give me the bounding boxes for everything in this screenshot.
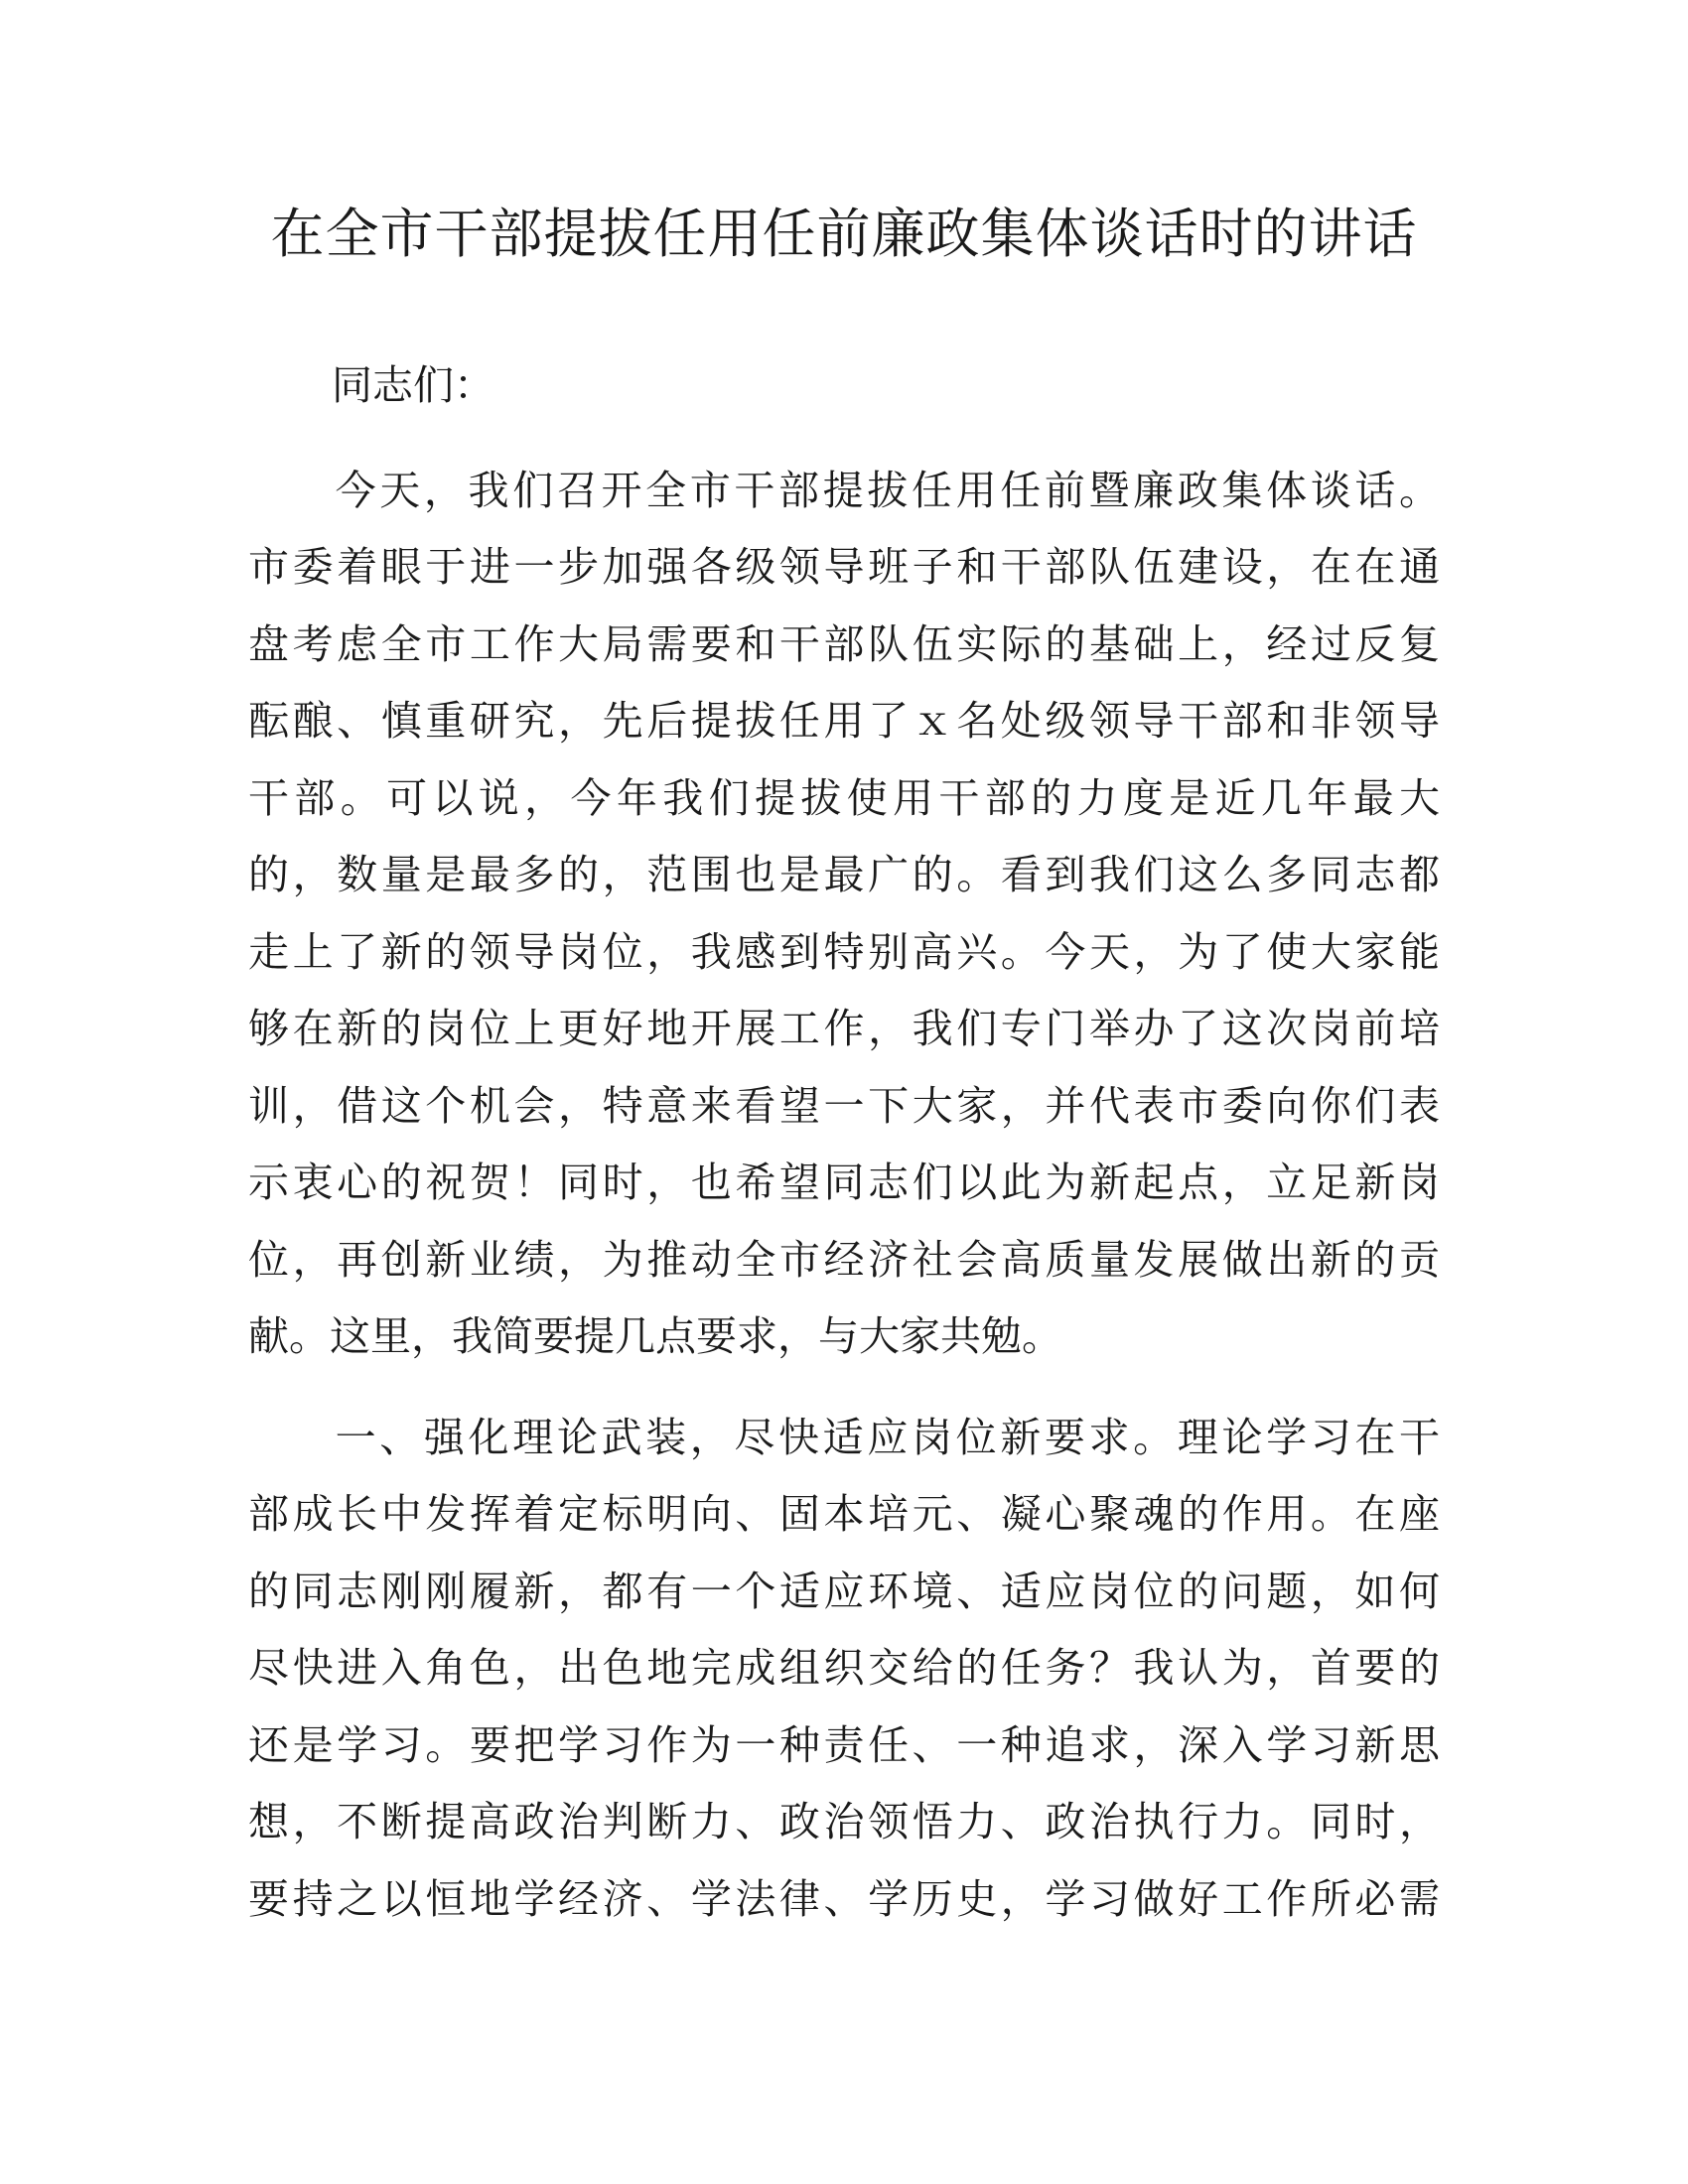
paragraph-1 (248, 453, 1440, 1376)
paragraph-line: 要持之以恒地学经济、学法律、学历史，学习做好工作所必需 (248, 1874, 1440, 1923)
paragraph-line: 训，借这个机会，特意来看望一下大家，并代表市委向你们表 (248, 1081, 1440, 1130)
salutation (248, 347, 1440, 425)
paragraph-line: 想，不断提高政治判断力、政治领悟力、政治执行力。同时， (248, 1798, 1440, 1845)
paragraph-line: 干部。可以说，今年我们提拔使用干部的力度是近几年最大 (248, 773, 1440, 822)
paragraph-line: 的同志刚刚履新，都有一个适应环境、适应岗位的问题，如何 (248, 1567, 1440, 1615)
paragraph-line: 走上了新的领导岗位，我感到特别高兴。今天，为了使大家能 (248, 927, 1440, 976)
paragraph-line: 够在新的岗位上更好地开展工作，我们专门举办了这次岗前培 (248, 1005, 1440, 1052)
paragraph-line: 示衷心的祝贺！同时，也希望同志们以此为新起点，立足新岗 (248, 1159, 1440, 1206)
salutation-text: 同志们： (332, 361, 494, 409)
document-title: 在全市干部提拔任用任前廉政集体谈话时的讲话 (270, 203, 1418, 265)
paragraph-2 (248, 1400, 1440, 1939)
paragraph-line: 还是学习。要把学习作为一种责任、一种追求，深入学习新思 (248, 1720, 1440, 1769)
paragraph-line: 酝酿、慎重研究，先后提拔任用了ｘ名处级领导干部和非领导 (248, 697, 1440, 745)
paragraph-line: 一、强化理论武装，尽快适应岗位新要求。理论学习在干 (332, 1413, 1440, 1461)
paragraph-line: 盘考虑全市工作大局需要和干部队伍实际的基础上，经过反复 (248, 619, 1440, 668)
paragraph-line: 部成长中发挥着定标明向、固本培元、凝心聚魂的作用。在座 (248, 1490, 1440, 1538)
paragraph-line: 尽快进入角色，出色地完成组织交给的任务？我认为，首要的 (248, 1644, 1440, 1692)
document-body (248, 347, 1440, 1962)
paragraph-line: 位，再创新业绩，为推动全市经济社会高质量发展做出新的贡 (248, 1235, 1440, 1284)
paragraph-line: 今天，我们召开全市干部提拔任用任前暨廉政集体谈话。 (332, 466, 1440, 514)
paragraph-line: 市委着眼于进一步加强各级领导班子和干部队伍建设，在在通 (248, 543, 1440, 591)
paragraph-line: 的，数量是最多的，范围也是最广的。看到我们这么多同志都 (248, 851, 1440, 898)
paragraph-line: 献。这里，我简要提几点要求，与大家共勉。 (248, 1312, 1062, 1360)
